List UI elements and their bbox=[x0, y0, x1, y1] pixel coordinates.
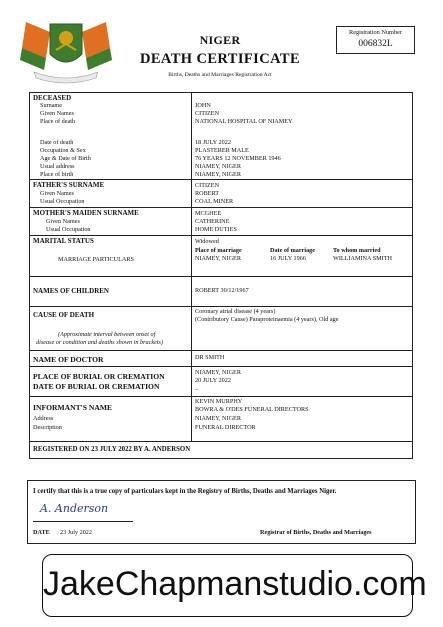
date-label: DATE bbox=[33, 529, 50, 536]
marital-status-value: Widowed bbox=[195, 238, 219, 245]
mother-heading: MOTHER'S MAIDEN SURNAME bbox=[33, 209, 139, 217]
field-value: CATHERINE bbox=[195, 218, 230, 225]
marital-heading: MARITAL STATUS bbox=[33, 237, 94, 245]
doctor-heading: NAME OF DOCTOR bbox=[33, 355, 104, 364]
divider bbox=[29, 276, 413, 277]
field-value: PLASTERER MALE bbox=[195, 147, 249, 154]
informant-name: KEVIN MURPHY bbox=[195, 398, 243, 405]
marriage-date: 16 JULY 1966 bbox=[270, 255, 306, 262]
field-value: 76 YEARS 12 NOVEMBER 1946 bbox=[195, 155, 281, 162]
field-value: HOME DUTIES bbox=[195, 226, 237, 233]
field-value: MCGHEE bbox=[195, 210, 222, 217]
watermark-banner bbox=[42, 554, 427, 617]
field-value: NIAMEY, NIGER bbox=[195, 163, 241, 170]
registration-number: 006832L bbox=[358, 39, 393, 49]
col-header-whom: To whom married bbox=[333, 247, 381, 254]
divider bbox=[29, 235, 413, 236]
field-label: Place of birth bbox=[40, 171, 74, 178]
field-value: NIAMEY, NIGER bbox=[195, 171, 241, 178]
divider bbox=[29, 366, 413, 367]
act-subtitle: Births, Deaths and Marriages Registration Act bbox=[168, 72, 272, 78]
field-value: CITIZEN bbox=[195, 110, 220, 117]
field-value: COAL MINER bbox=[195, 198, 234, 205]
field-label: Address bbox=[33, 415, 54, 422]
field-label: Given Names bbox=[46, 218, 80, 225]
field-value: CITIZEN bbox=[195, 182, 220, 189]
divider bbox=[29, 350, 413, 351]
informant-description: FUNERAL DIRECTOR bbox=[195, 424, 256, 431]
field-value: JOHN bbox=[195, 102, 211, 109]
signature: A. Anderson bbox=[40, 502, 109, 515]
divider bbox=[29, 306, 413, 307]
cause-note: disease or condition and deaths shown in brackets) bbox=[36, 339, 164, 346]
field-label: Surname bbox=[40, 102, 62, 109]
column-divider bbox=[191, 92, 192, 441]
col-header-place: Place of marriage bbox=[195, 247, 242, 254]
children-heading: NAMES OF CHILDREN bbox=[33, 287, 109, 295]
deceased-heading: DECEASED bbox=[33, 94, 72, 102]
field-label: Occupation & Sex bbox=[40, 147, 86, 154]
field-label: Age & Date of Birth bbox=[40, 155, 91, 162]
date-value: 23 July 2022 bbox=[60, 529, 92, 536]
marriage-place: NIAMEY, NIGER bbox=[195, 255, 241, 262]
signature-underline bbox=[33, 521, 133, 522]
divider bbox=[29, 179, 413, 180]
field-label: Given Names bbox=[40, 190, 74, 197]
cause-note: (Approximate interval between onset of bbox=[58, 331, 156, 338]
father-heading: FATHER'S SURNAME bbox=[33, 181, 105, 189]
field-value: NATIONAL HOSPITAL OF NIAMEY bbox=[195, 118, 293, 125]
divider bbox=[29, 207, 413, 208]
burial-date-heading: DATE OF BURIAL OR CREMATION bbox=[33, 382, 160, 391]
married-to: WILLIAMINA SMITH bbox=[333, 255, 392, 262]
divider bbox=[29, 441, 413, 442]
cause-heading: CAUSE OF DEATH bbox=[33, 311, 95, 319]
doctor-value: DR SMITH bbox=[195, 354, 225, 361]
registration-label: Registration Number bbox=[349, 29, 402, 36]
informant-firm: BOWRA & O'DES FUNERAL DIRECTORS bbox=[195, 406, 309, 413]
watermark-text: JakeChapmanstudio.com bbox=[43, 565, 427, 603]
coat-of-arms-icon bbox=[16, 14, 116, 84]
burial-place: NIAMEY, NIGER bbox=[195, 369, 241, 376]
children-value: ROBERT 30/12/1967 bbox=[195, 287, 249, 294]
burial-place-heading: PLACE OF BURIAL OR CREMATION bbox=[33, 372, 165, 381]
burial-dash: – bbox=[195, 386, 199, 393]
field-label: Date of death bbox=[40, 139, 74, 146]
certify-text: I certify that this is a true copy of particulars kept in the Registry of Births, Deaths and Marriages Niger. bbox=[33, 488, 337, 495]
page-title: DEATH CERTIFICATE bbox=[139, 51, 301, 67]
country-name: NIGER bbox=[199, 33, 241, 47]
field-value: 18 JULY 2022 bbox=[195, 139, 231, 146]
informant-heading: INFORMANT'S NAME bbox=[33, 403, 113, 412]
field-value: ROBERT bbox=[195, 190, 220, 197]
cause-line: (Contributory Cause) Paraproteinaemia (4 years), Old age bbox=[195, 316, 339, 323]
field-label: Usual Occupation bbox=[40, 198, 85, 205]
marriage-particulars-label: MARRIAGE PARTICULARS bbox=[58, 256, 134, 263]
field-label: Usual address bbox=[40, 163, 75, 170]
col-header-date: Date of marriage bbox=[270, 247, 316, 254]
burial-date: 20 JULY 2022 bbox=[195, 377, 231, 384]
field-label: Place of death bbox=[40, 118, 76, 125]
field-label: Usual Occupation bbox=[46, 226, 91, 233]
registered-line: REGISTERED ON 23 JULY 2022 BY A. ANDERSON bbox=[33, 446, 191, 453]
field-label: Description bbox=[33, 424, 62, 431]
cause-line: Coronary atrial disease (4 years) bbox=[195, 308, 276, 315]
field-label: Given Names bbox=[40, 110, 74, 117]
registrar-title: Registrar of Births, Deaths and Marriages bbox=[260, 529, 372, 536]
divider bbox=[29, 396, 413, 397]
informant-address: NIAMEY, NIGER bbox=[195, 415, 241, 422]
registration-box bbox=[336, 26, 415, 54]
